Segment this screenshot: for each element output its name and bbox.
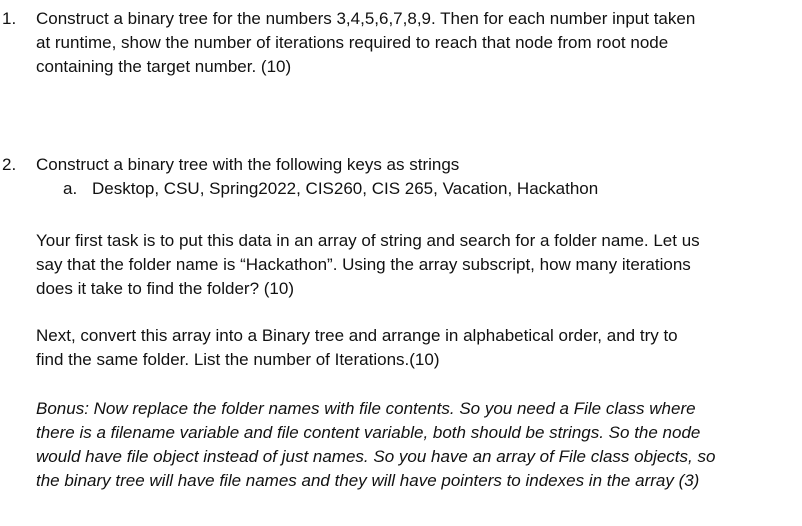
question-1-line: at runtime, show the number of iterations required to reach that node from root node — [36, 33, 669, 52]
question-1-line: Construct a binary tree for the numbers 3,4,5,6,7,8,9. Then for each number input taken — [36, 9, 696, 28]
question-1-line: containing the target number. (10) — [36, 57, 292, 76]
paragraph-binary-tree — [36, 324, 786, 372]
bonus-line: Bonus: Now replace the folder names with file contents. So you need a File class where — [36, 399, 696, 418]
paragraph-array-search — [36, 229, 786, 301]
bonus-line: the binary tree will have file names and they will have pointers to indexes in the array (3) — [36, 471, 700, 490]
sub-item-text: Desktop, CSU, Spring2022, CIS260, CIS 265, Vacation, Hackathon — [92, 179, 599, 198]
question-2-number: 2. — [2, 155, 17, 174]
paragraph-line: find the same folder. List the number of Iterations.(10) — [36, 350, 440, 369]
paragraph-bonus — [36, 397, 786, 493]
question-1-text — [36, 7, 776, 79]
bonus-line: would have file object instead of just names. So you have an array of File class objects, so — [36, 447, 716, 466]
paragraph-line: say that the folder name is “Hackathon”. Using the array subscript, how many iterations — [36, 255, 691, 274]
question-1-number: 1. — [2, 9, 17, 28]
bonus-line: there is a filename variable and file content variable, both should be strings. So the node — [36, 423, 701, 442]
paragraph-line: Your first task is to put this data in an array of string and search for a folder name. Let us — [36, 231, 700, 250]
question-2-text — [36, 153, 776, 177]
question-2-line: Construct a binary tree with the following keys as strings — [36, 155, 460, 174]
paragraph-line: does it take to find the folder? (10) — [36, 279, 294, 298]
paragraph-line: Next, convert this array into a Binary tree and arrange in alphabetical order, and try to — [36, 326, 678, 345]
sub-item-marker: a. — [63, 179, 78, 198]
